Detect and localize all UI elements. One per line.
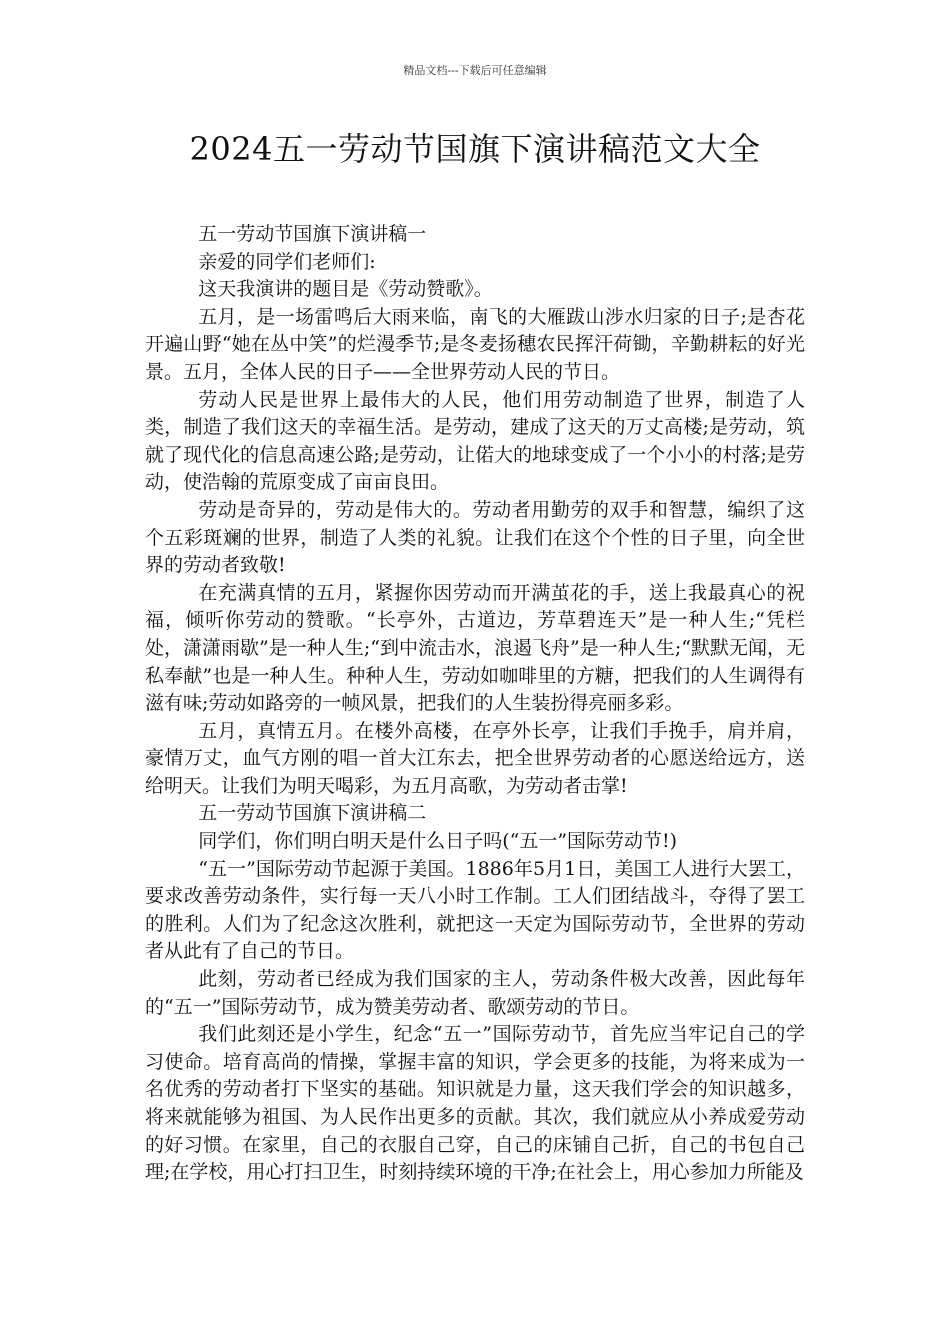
document-title: 2024五一劳动节国旗下演讲稿范文大全: [189, 130, 761, 168]
paragraph: 劳动是奇异的，劳动是伟大的。劳动者用勤劳的双手和智慧，编织了这个五彩斑斓的世界，制造了人类的礼貌。让我们在这个个性的日子里，向全世界的劳动者致敬!: [145, 498, 805, 577]
paragraph: 在充满真情的五月，紧握你因劳动而开满茧花的手，送上我最真心的祝福，倾听你劳动的赞歌。“长亭外，古道边，芳草碧连天”是一种人生;“凭栏处，潇潇雨歇”是一种人生;“到中流击水，浪遏飞舟”是一种人生;“默默无闻，无私奉献”也是一种人生。种种人生，劳动如咖啡里的方糖，把我们的人生调得有滋有味;劳动如路旁的一帧风景，把我们的人生装扮得亮丽多彩。: [145, 581, 805, 715]
paragraph: “五一”国际劳动节起源于美国。1886年5月1日，美国工人进行大罢工，要求改善劳动条件，实行每一天八小时工作制。工人们团结战斗，夺得了罢工的胜利。人们为了纪念这次胜利，就把这一天定为国际劳动节，全世界的劳动者从此有了自己的节日。: [145, 857, 805, 963]
section-heading: 五一劳动节国旗下演讲稿二: [198, 802, 427, 825]
paragraph: 此刻，劳动者已经成为我们国家的主人，劳动条件极大改善，因此每年的“五一”国际劳动节，成为赞美劳动者、歌颂劳动的节日。: [145, 968, 805, 1018]
paragraph: 这天我演讲的题目是《劳动赞歌》。: [198, 278, 493, 301]
salutation: 亲爱的同学们老师们:: [198, 250, 376, 273]
document-body: [145, 221, 805, 1187]
header-note: 精品文档---下载后可任意编辑: [403, 64, 547, 77]
paragraph: 同学们，你们明白明天是什么日子吗(“五一”国际劳动节!): [198, 830, 678, 853]
paragraph: 劳动人民是世界上最伟大的人民，他们用劳动制造了世界，制造了人类，制造了我们这天的幸福生活。是劳动，建成了这天的万丈高楼;是劳动，筑就了现代化的信息高速公路;是劳动，让偌大的地球变成了一个小小的村落;是劳动，使浩翰的荒原变成了亩亩良田。: [145, 388, 805, 494]
section-heading: 五一劳动节国旗下演讲稿一: [198, 223, 427, 245]
paragraph: 五月，是一场雷鸣后大雨来临，南飞的大雁跋山涉水归家的日子;是杏花开遍山野“她在丛中笑”的烂漫季节;是冬麦扬穗农民挥汗荷锄，辛勤耕耘的好光景。五月，全体人民的日子——全世界劳动人民的节日。: [145, 305, 805, 383]
paragraph: 我们此刻还是小学生，纪念“五一”国际劳动节，首先应当牢记自己的学习使命。培育高尚的情操，掌握丰富的知识，学会更多的技能，为将来成为一名优秀的劳动者打下坚实的基础。知识就是力量，这天我们学会的知识越多，将来就能够为祖国、为人民作出更多的贡献。其次，我们就应从小养成爱劳动的好习惯。在家里，自己的衣服自己穿，自己的床铺自己折，自己的书包自己理;在学校，用心打扫卫生，时刻持续环境的干净;在社会上，用心参加力所能及: [145, 1023, 805, 1184]
paragraph: 五月，真情五月。在楼外高楼，在亭外长亭，让我们手挽手，肩并肩，豪情万丈，血气方刚的唱一首大江东去，把全世界劳动者的心愿送给远方，送给明天。让我们为明天喝彩，为五月高歌，为劳动者击掌!: [145, 719, 805, 797]
